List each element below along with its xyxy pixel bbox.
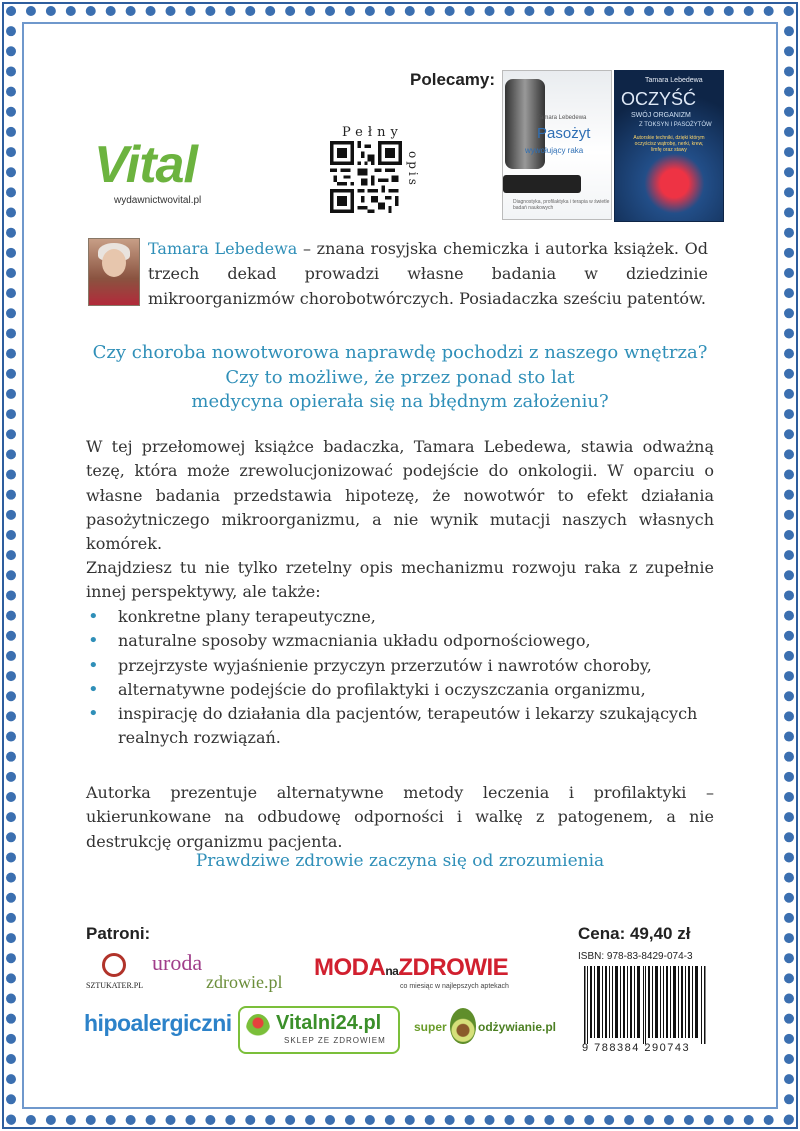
book-subtitle: SWÓJ ORGANIZM <box>631 112 691 119</box>
list-item <box>86 654 714 678</box>
isbn: ISBN: 978-83-8429-074-3 <box>578 951 693 962</box>
barcode-icon <box>582 966 708 1044</box>
vitalni-figure-icon <box>246 1014 270 1044</box>
bullet-icon: • <box>88 703 99 725</box>
question-line: Czy choroba nowotworowa naprawdę pochodzi z naszego wnętrza? <box>92 342 708 363</box>
list-item-text: konkretne plany terapeutyczne, <box>118 607 376 626</box>
qr-code-block[interactable] <box>330 125 435 217</box>
hipoalergiczni-logo[interactable]: hipoalergiczni <box>84 1010 232 1036</box>
paragraph-summary: Autorka prezentuje alternatywne metody leczenia i profilaktyki – ukierunkowane na odbudowę odporności i walkę z patogenem, a nie destrukcję organizmu pacjenta. <box>86 783 714 851</box>
author-photo-face <box>102 249 126 277</box>
qr-label-side: opis <box>406 151 420 188</box>
list-item <box>86 605 714 629</box>
moda-na-zdrowie-logo[interactable] <box>314 954 520 994</box>
odzywianie-text: odżywianie.pl <box>478 1020 557 1034</box>
moda-title <box>314 954 508 982</box>
sztukater-mark-icon <box>102 953 126 977</box>
bullet-icon: • <box>88 606 99 627</box>
book-title: OCZYŚĆ <box>621 89 697 109</box>
book-cover-oczysc[interactable] <box>614 70 724 222</box>
sztukater-text: SZTUKATER.PL <box>86 981 144 990</box>
bullet-icon: • <box>88 654 99 676</box>
na-word: na <box>385 964 399 978</box>
list-item <box>86 678 714 702</box>
author-bio <box>148 236 708 311</box>
qr-label-top: Pełny <box>342 125 403 140</box>
list-item-text: przejrzyste wyjaśnienie przyczyn przerzutów i nawrotów choroby, <box>118 655 652 675</box>
sztukater-logo[interactable] <box>86 953 144 993</box>
publisher-url: wydawnictwovital.pl <box>114 195 202 206</box>
bullet-icon: • <box>88 678 99 700</box>
price: Cena: 49,40 zł <box>578 924 691 943</box>
book-subtitle: wywołujący raka <box>525 146 584 155</box>
uroda-text: uroda <box>152 950 203 975</box>
super-text: super <box>414 1020 447 1034</box>
microscope-illustration <box>505 79 545 169</box>
avocado-icon <box>450 1008 476 1044</box>
author-bio-text: – znana rosyjska chemiczka i autorka książek. Od trzech dekad prowadzi własne badania w dziedzinie mikroorganizmów chorobotwórczych. Posiadaczka sześciu patentów. <box>148 239 709 308</box>
patrons-label: Patroni: <box>86 924 151 943</box>
vital-logo-text: Vital <box>94 136 197 194</box>
vitalni24-logo[interactable] <box>238 1006 400 1054</box>
moda-tagline: co miesiąc w najlepszych aptekach <box>400 983 509 990</box>
question-line: medycyna opierała się na błędnym założeniu? <box>191 391 609 412</box>
list-item-text: inspirację do działania dla pacjentów, terapeutów i lekarzy szukających realnych rozwiązań. <box>118 704 698 748</box>
superodzywianie-logo[interactable] <box>414 1008 557 1048</box>
list-item <box>86 629 714 653</box>
book-title: Pasożyt <box>537 125 591 142</box>
zdrowie-word: ZDROWIE <box>398 954 509 981</box>
list-item <box>86 702 714 751</box>
moda-word: MODA <box>314 954 386 981</box>
author-name: Tamara Lebedewa <box>148 239 298 258</box>
list-item-text: naturalne sposoby wzmacniania układu odpornościowego, <box>118 631 591 651</box>
vitalni-name: Vitalni24.pl <box>276 1012 382 1034</box>
zdrowie-text: zdrowie.pl <box>206 972 283 992</box>
qr-code-icon <box>330 141 402 213</box>
book-blurb: Autorskie techniki, dzięki którym oczyścisz wątrobę, nerki, krew, limfę oraz stawy <box>633 135 705 153</box>
recommend-label: Polecamy: <box>410 70 496 89</box>
book-footer: Diagnostyka, profilaktyka i terapia w świetle badań naukowych <box>513 199 610 211</box>
urodaizdrowie-logo[interactable] <box>152 950 302 998</box>
bullet-icon: • <box>88 630 99 652</box>
question-line: Czy to możliwe, że przez ponad sto lat <box>225 366 575 388</box>
microscope-base <box>503 175 581 193</box>
vital-logo[interactable] <box>88 135 228 213</box>
book-author: Tamara Lebedewa <box>537 115 587 121</box>
benefits-list <box>86 605 714 751</box>
paragraph-list-intro: Znajdziesz tu nie tylko rzetelny opis mechanizmu rozwoju raka z zupełnie innej perspektywy, ale także: <box>86 558 714 602</box>
barcode-number: 9 788384 290743 <box>582 1042 691 1054</box>
vitalni-tagline: SKLEP ZE ZDROWIEM <box>284 1036 386 1045</box>
author-photo <box>88 238 140 306</box>
closing-tagline: Prawdziwe zdrowie zaczyna się od zrozumienia <box>195 851 605 871</box>
lead-questions <box>80 341 720 415</box>
book-author: Tamara Lebedewa <box>645 77 703 84</box>
book-cover-pasozyt[interactable] <box>502 70 612 220</box>
paragraph-intro: W tej przełomowej książce badaczka, Tamara Lebedewa, stawia odważną tezę, która może zrewolucjonizować podejście do onkologii. W oparciu o własne badania przedstawia hipotezę, że nowotwór to efekt działania pasożytniczego mikroorganizmu, a nie wynik mutacji naszych własnych komórek. <box>86 437 714 554</box>
list-item-text: alternatywne podejście do profilaktyki i oczyszczania organizmu, <box>118 679 646 699</box>
book-subtitle-2: Z TOKSYN I PASOŻYTÓW <box>639 122 712 128</box>
